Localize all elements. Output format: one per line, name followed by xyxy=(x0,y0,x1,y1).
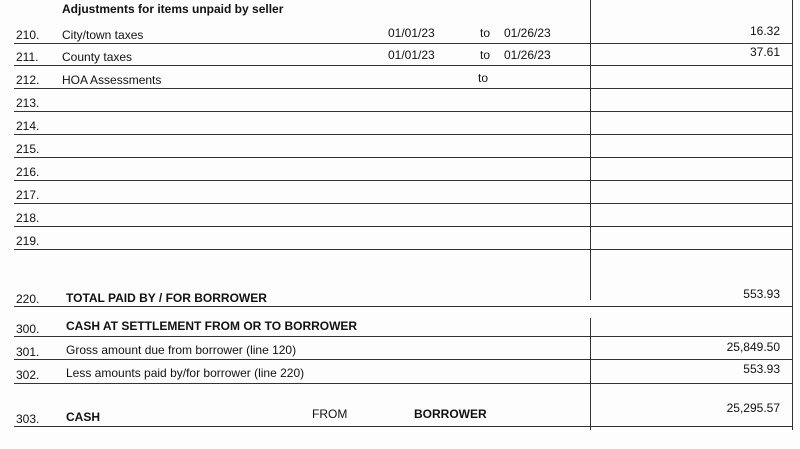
right-border xyxy=(792,0,793,430)
row-rule xyxy=(14,111,792,112)
row-rule xyxy=(14,426,792,427)
row-rule xyxy=(14,359,792,360)
row-to-word: to xyxy=(480,26,491,40)
line-number: 211. xyxy=(16,50,39,64)
row-rule xyxy=(14,180,792,181)
line-number: 215. xyxy=(16,142,40,156)
line-number: 303. xyxy=(16,412,40,426)
row-label: County taxes xyxy=(62,50,133,64)
column-divider-lower xyxy=(590,318,591,430)
line-number: 301. xyxy=(16,345,40,359)
row-label: HOA Assessments xyxy=(62,73,162,87)
row-rule xyxy=(14,157,792,158)
row-rule xyxy=(14,226,792,227)
line-number: 220. xyxy=(16,292,40,306)
less-label: Less amounts paid by/for borrower (line 220) xyxy=(66,366,305,380)
cash-label: CASH xyxy=(66,410,101,424)
gross-amount: 25,849.50 xyxy=(726,340,780,354)
row-rule xyxy=(14,43,792,44)
row-rule xyxy=(14,306,792,307)
row-rule xyxy=(14,249,792,250)
row-to-word: to xyxy=(478,71,489,85)
row-amount: 16.32 xyxy=(749,24,780,38)
line-number: 216. xyxy=(16,165,40,179)
less-amount: 553.93 xyxy=(743,362,780,376)
cash-section-label: CASH AT SETTLEMENT FROM OR TO BORROWER xyxy=(66,319,358,333)
row-rule xyxy=(14,383,792,384)
row-rule xyxy=(14,65,792,66)
line-number: 214. xyxy=(16,119,40,133)
row-from-date: 01/01/23 xyxy=(388,48,435,62)
row-from-date: 01/01/23 xyxy=(388,26,435,40)
line-number: 219. xyxy=(16,234,40,248)
cash-direction: FROM xyxy=(312,407,348,421)
row-to-date: 01/26/23 xyxy=(504,26,551,40)
row-to-word: to xyxy=(480,48,491,62)
total-label: TOTAL PAID BY / FOR BORROWER xyxy=(66,291,267,305)
line-number: 300. xyxy=(16,322,40,336)
line-number: 212. xyxy=(16,73,40,87)
cash-party: BORROWER xyxy=(414,407,487,421)
line-number: 217. xyxy=(16,188,40,202)
line-number: 302. xyxy=(16,368,40,382)
cash-amount: 25,295.57 xyxy=(726,401,780,415)
row-rule xyxy=(14,336,792,337)
row-to-date: 01/26/23 xyxy=(504,48,551,62)
total-amount: 553.93 xyxy=(743,287,780,301)
row-amount: 37.61 xyxy=(749,45,780,59)
row-rule xyxy=(14,134,792,135)
line-number: 218. xyxy=(16,211,40,225)
gross-label: Gross amount due from borrower (line 120) xyxy=(66,343,297,357)
row-rule xyxy=(14,203,792,204)
row-label: City/town taxes xyxy=(62,28,144,42)
column-divider xyxy=(590,0,591,300)
section-header: Adjustments for items unpaid by seller xyxy=(62,2,284,16)
line-number: 213. xyxy=(16,96,40,110)
line-number: 210. xyxy=(16,28,40,42)
row-rule xyxy=(14,88,792,89)
